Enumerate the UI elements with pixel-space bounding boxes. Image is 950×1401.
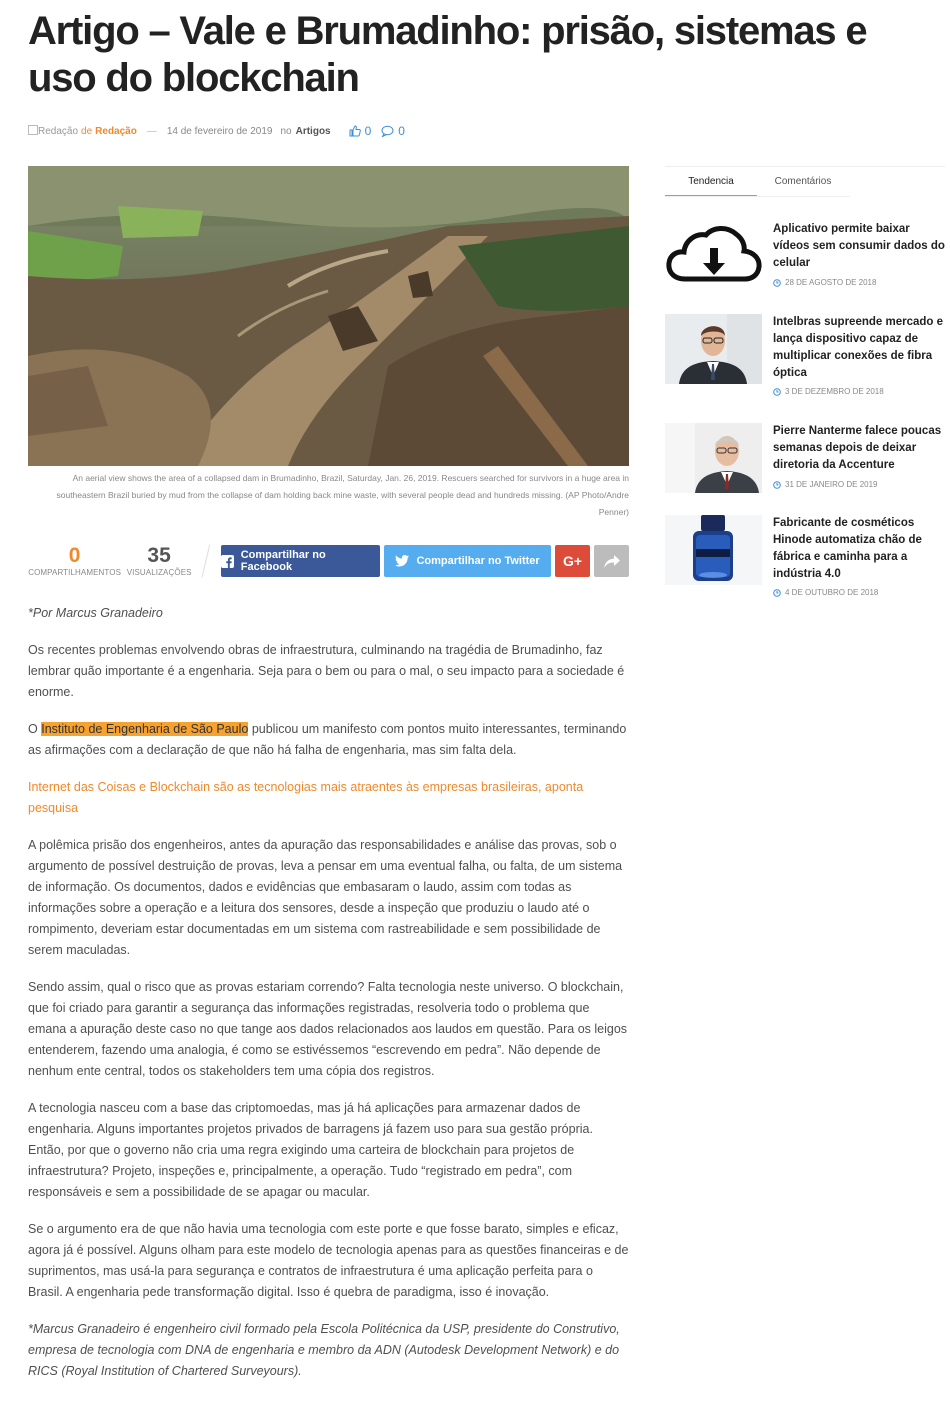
post-date: 14 de fevereiro de 2019: [166, 125, 273, 137]
twitter-icon: [395, 555, 409, 567]
divider: [201, 544, 211, 578]
person-photo: [665, 423, 762, 493]
category-link[interactable]: Artigos: [295, 125, 331, 137]
post-date: 31 DE JANEIRO DE 2019: [773, 480, 877, 489]
forward-share-button[interactable]: [594, 545, 629, 577]
twitter-share-button[interactable]: Compartilhar no Twitter: [384, 545, 551, 577]
sidebar-post[interactable]: [665, 314, 945, 394]
post-thumbnail[interactable]: [665, 515, 762, 585]
share-arrow-icon: [604, 555, 620, 568]
clock-icon: [773, 279, 781, 287]
clock-icon: [773, 388, 781, 396]
like-button[interactable]: 0: [349, 124, 372, 138]
post-title[interactable]: Aplicativo permite baixar vídeos sem consumir dados do celular: [773, 223, 945, 269]
sidebar-post[interactable]: [665, 221, 945, 301]
clock-icon: [773, 481, 781, 489]
post-thumbnail[interactable]: [665, 221, 762, 291]
sidebar-post[interactable]: [665, 423, 945, 503]
institute-link[interactable]: Instituto de Engenharia de São Paulo: [41, 722, 249, 736]
post-thumbnail[interactable]: [665, 314, 762, 384]
comments-button[interactable]: 0: [381, 124, 405, 138]
sidebar-tabs: [665, 166, 945, 197]
cloud-download-icon: [665, 221, 762, 291]
article-body: [28, 603, 629, 1398]
tab-comentarios[interactable]: Comentários: [774, 176, 832, 187]
post-meta: [28, 124, 405, 138]
clock-icon: [773, 589, 781, 597]
image-caption: An aerial view shows the area of a collapsed dam in Brumadinho, Brazil, Saturday, Jan. 26, 2019. Rescuers searched for survivors in a huge area in southeastern Brazil buried by mud from the collapse of dam holding back mine waste, with several people dead and hundreds missing. (AP Photo/Andre Penner): [56, 473, 629, 517]
post-date: 3 DE DEZEMBRO DE 2018: [773, 387, 884, 396]
post-title[interactable]: Fabricante de cosméticos Hinode automatiza chão de fábrica e caminha para a indústria 4.0: [773, 517, 922, 580]
meta-separator: —: [146, 125, 157, 137]
featured-image: [28, 166, 629, 466]
post-date: 28 DE AGOSTO DE 2018: [773, 278, 876, 287]
author-footnote: *Marcus Granadeiro é engenheiro civil formado pela Escola Politécnica da USP, presidente do Construtivo, empresa de tecnologia com DNA de engenharia e membro da ADN (Autodesk Development Network) e do RICS (Royal Institution of Chartered Surveyours).: [28, 1322, 620, 1378]
by-label: de: [81, 125, 93, 137]
person-photo: [665, 314, 762, 384]
tab-tendencia[interactable]: Tendencia: [665, 167, 757, 197]
sidebar: [665, 166, 945, 597]
page-title: Artigo – Vale e Brumadinho: prisão, sistemas e uso do blockchain: [28, 9, 867, 100]
post-title[interactable]: Pierre Nanterme falece poucas semanas depois de deixar diretoria da Accenture: [773, 425, 942, 471]
paragraph-6: Se o argumento era de que não havia uma tecnologia com este porte e que fosse barato, simples e eficaz, agora já é possível. Alguns olham para este modelo de tecnologia apenas para as questões financeiras e de suprimentos, mas usá-la para segurança e contratos de infraestrutura é uma aplicação perfeita para o Brasil. A engenharia pede transformação digital. Isso é quebra de paradigma, isso é inovação.: [28, 1222, 629, 1299]
sidebar-post[interactable]: [665, 515, 945, 595]
author-avatar: Redação: [28, 125, 78, 137]
in-label: no: [280, 125, 292, 137]
shares-count: 0 COMPARTILHAMENTOS: [28, 543, 122, 577]
facebook-icon: [221, 555, 234, 568]
paragraph-3: A polêmica prisão dos engenheiros, antes da apuração das responsabilidades e análise das provas, sob o argumento de possível destruição de provas, leva a pensar em uma eventual falha, ou falta, de um sistema de informação. Os documentos, dados e evidências que embasaram o laudo, assim com todas as informações sobre a operação e a leitura dos sensores, desde a inspeção que produziu o laudo até o rompimento, deveriam estar documentadas em um sistema com rastreabilidade e sem possibilidade de serem maculadas.: [28, 838, 623, 957]
author-link[interactable]: Redação: [95, 125, 137, 137]
paragraph-2: O Instituto de Engenharia de São Paulo publicou um manifesto com pontos muito interessantes, terminando as afirmações com a declaração de que não há falha de engenharia, mas sim falta dela.: [28, 722, 627, 757]
views-count: 35 VISUALIZAÇÕES: [126, 543, 192, 577]
thumbs-up-icon: [349, 125, 361, 137]
paragraph-1: Os recentes problemas envolvendo obras de infraestrutura, culminando na tragédia de Brumadinho, faz lembrar quão importante é a engenharia. Seja para o bem ou para o mal, o seu impacto para a sociedade é enorme.: [28, 643, 625, 699]
post-title[interactable]: Intelbras supreende mercado e lança dispositivo capaz de multiplicar conexões de fibra óptica: [773, 316, 944, 379]
article-byline: *Por Marcus Granadeiro: [28, 606, 163, 620]
comment-icon: [381, 125, 394, 137]
post-date: 4 DE OUTUBRO DE 2018: [773, 588, 878, 597]
perfume-bottle: [665, 515, 762, 585]
facebook-share-button[interactable]: Compartilhar no Facebook: [221, 545, 380, 577]
paragraph-4: Sendo assim, qual o risco que as provas estariam correndo? Falta tecnologia neste universo. O blockchain, que foi criado para garantir a segurança das informações registradas, resolveria todo o problema que emana a apuração deste caso no que tange aos dados relacionados aos laudos em questão. Para os leigos entenderem, fazendo uma analogia, é como se estivéssemos “escrevendo em pedra”. Não depende de nenhum ente central, todos os stakeholders tem uma cópia dos registros.: [28, 980, 628, 1078]
googleplus-share-button[interactable]: G+: [555, 545, 590, 577]
paragraph-5: A tecnologia nasceu com a base das criptomoedas, mas já há aplicações para armazenar dados de engenharia. Alguns importantes projetos privados de barragens já fazem uso para sua gestão própria. Então, por que o governo não cria uma regra exigindo uma carteira de blockchain para projetos de infraestrutura? Projeto, inspeções e, principalmente, a operação. Tudo “registrado em pedra”, com responsáveis e sem a possibilidade de se apagar ou macular.: [28, 1101, 593, 1199]
tabs-divider: [665, 196, 850, 197]
post-thumbnail[interactable]: [665, 423, 762, 493]
share-bar: [28, 544, 629, 578]
related-article-link[interactable]: Internet das Coisas e Blockchain são as tecnologias mais atraentes às empresas brasileiras, aponta pesquisa: [28, 780, 584, 815]
